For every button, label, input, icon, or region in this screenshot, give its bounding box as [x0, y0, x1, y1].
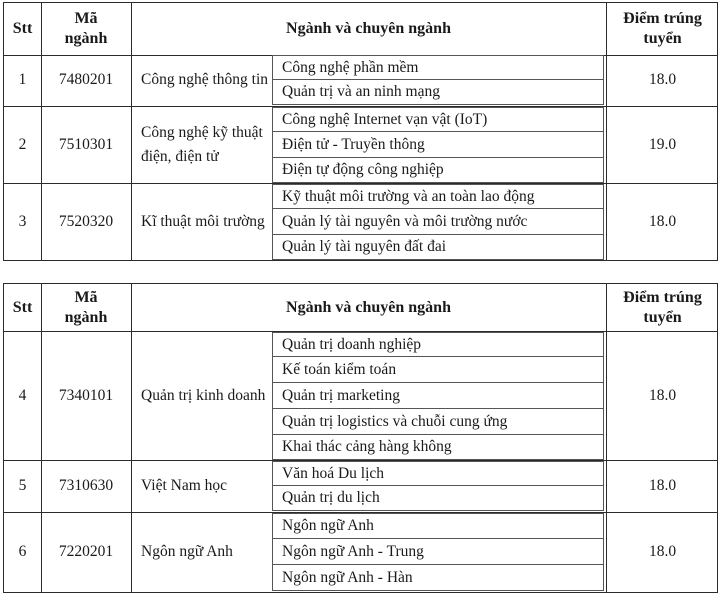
row-6-spec-3: Ngôn ngữ Anh - Hàn [272, 565, 604, 591]
row-2-diem: 19.0 [648, 135, 677, 153]
row-4-stt: 4 [18, 386, 27, 404]
row-5-spec-2: Quản trị du lịch [272, 486, 604, 511]
row-3-spec-1: Kỹ thuật môi trường và an toàn lao động [272, 184, 604, 209]
row-6-diem: 18.0 [648, 543, 677, 560]
row-4-ma-nganh: 7340101 [58, 386, 114, 404]
row-2-nganh: Công nghệ kỹ thuật điện, điện tử [141, 123, 263, 165]
row-4-diem: 18.0 [648, 386, 677, 404]
header-nganh-chuyen-nganh: Ngành và chuyên ngành [286, 298, 451, 316]
row-2-stt: 2 [18, 135, 27, 153]
row-1-ma-nganh: 7480201 [58, 71, 114, 88]
row-4-spec-2: Kế toán kiểm toán [272, 357, 604, 383]
header-diem-trung-tuyen: Điểm trúng tuyển [623, 10, 702, 47]
header-diem-trung-tuyen: Điểm trúng tuyển [623, 288, 702, 326]
row-6-nganh: Ngôn ngữ Anh [141, 543, 233, 560]
admission-table-1 [3, 2, 718, 261]
row-3-stt: 3 [18, 212, 27, 230]
row-6-spec-2: Ngôn ngữ Anh - Trung [272, 539, 604, 565]
header-ma-nganh: Mã ngành [64, 288, 108, 326]
row-4-spec-3: Quản trị marketing [272, 383, 604, 409]
row-2-spec-3: Điện tự động công nghiệp [272, 158, 604, 183]
row-3-diem: 18.0 [648, 212, 677, 230]
row-5-diem: 18.0 [648, 476, 677, 494]
row-5-nganh: Việt Nam học [141, 476, 228, 494]
header-stt: Stt [12, 298, 33, 316]
row-1-stt: 1 [18, 71, 27, 88]
row-3-ma-nganh: 7520320 [58, 212, 114, 230]
row-6-ma-nganh: 7220201 [58, 543, 114, 560]
row-6-spec-1: Ngôn ngữ Anh [272, 513, 604, 539]
row-6-stt: 6 [18, 543, 27, 560]
row-3-nganh: Kĩ thuật môi trường [141, 212, 265, 230]
row-4-spec-4: Quản trị logistics và chuỗi cung ứng [272, 409, 604, 435]
admission-table-2 [3, 283, 718, 593]
row-2-spec-2: Điện tử - Truyền thông [272, 132, 604, 158]
row-5-ma-nganh: 7310630 [58, 476, 114, 494]
row-4-spec-5: Khai thác cảng hàng không [272, 435, 604, 460]
row-3-spec-3: Quản lý tài nguyên đất đai [272, 235, 604, 260]
row-4-nganh: Quản trị kinh doanh [141, 386, 266, 404]
row-2-spec-1: Công nghệ Internet vạn vật (IoT) [272, 107, 604, 132]
row-1-nganh: Công nghệ thông tin [141, 71, 269, 88]
row-5-stt: 5 [18, 476, 27, 494]
row-1-spec-1: Công nghệ phần mềm [272, 55, 604, 80]
row-3-spec-2: Quản lý tài nguyên và môi trường nước [272, 209, 604, 235]
row-2-ma-nganh: 7510301 [58, 135, 114, 153]
header-ma-nganh: Mã ngành [64, 10, 108, 47]
header-nganh-chuyen-nganh: Ngành và chuyên ngành [286, 20, 451, 37]
row-1-spec-2: Quản trị và an ninh mạng [272, 80, 604, 105]
row-5-spec-1: Văn hoá Du lịch [272, 461, 604, 486]
header-stt: Stt [12, 20, 33, 37]
row-1-diem: 18.0 [648, 71, 677, 88]
row-4-spec-1: Quản trị doanh nghiệp [272, 332, 604, 357]
